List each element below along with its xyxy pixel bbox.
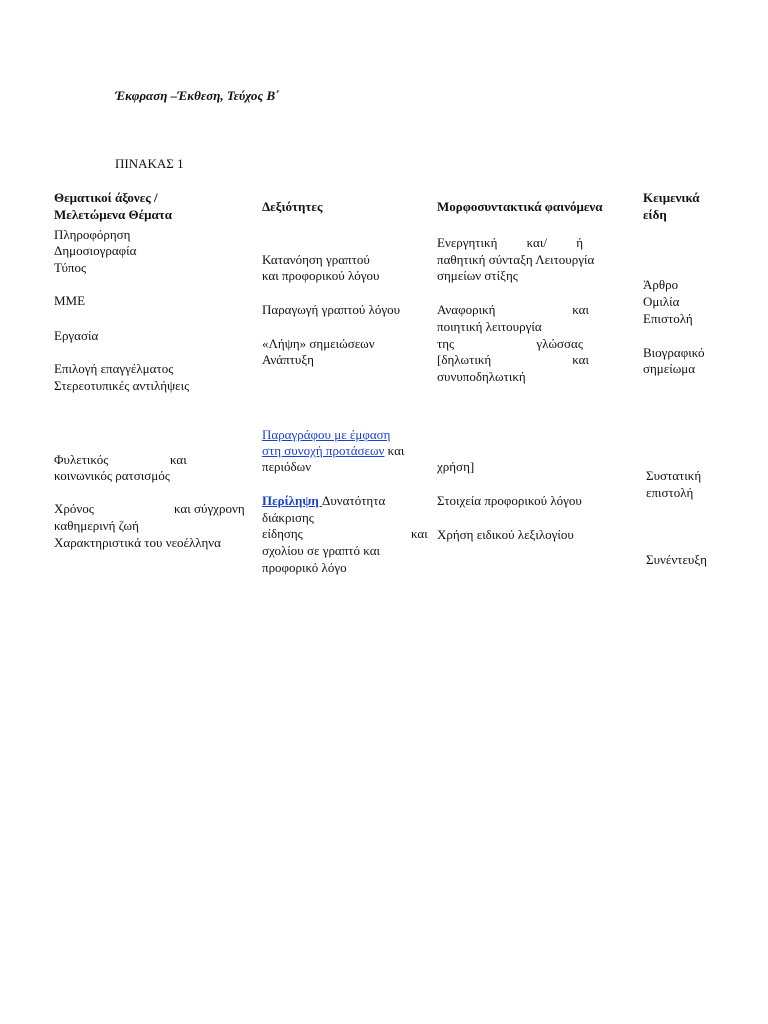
theme-item: καθημερινή ζωή [54, 518, 139, 533]
skill-item: περιόδων [262, 459, 312, 474]
grammar-item: ή [576, 235, 583, 250]
skill-item: Δυνατότητα [322, 493, 386, 508]
grammar-item: Αναφορική [437, 302, 496, 317]
genre-item: Βιογραφικό [643, 345, 705, 360]
grammar-item: και/ [526, 235, 547, 250]
skill-item: και [384, 443, 405, 458]
grammar-item: χρήση] [437, 459, 475, 474]
genre-item: Επιστολή [643, 311, 693, 326]
paragraph-emphasis-link[interactable]: Παραγράφου με έμφαση [262, 427, 391, 442]
grammar-item: της [437, 336, 455, 351]
theme-item: Φυλετικός [54, 452, 109, 467]
genre-item: Συνέντευξη [646, 552, 707, 567]
header-col4-line1: Κειμενικά [643, 190, 700, 205]
genre-item: Συστατική [646, 468, 702, 483]
grammar-item: Ενεργητική [437, 235, 498, 250]
theme-item: Επιλογή επαγγέλματος [54, 361, 174, 376]
theme-item: Χρόνος [54, 501, 94, 516]
grammar-item: Στοιχεία προφορικού λόγου [437, 493, 582, 508]
genre-item: Άρθρο [643, 277, 679, 292]
table-label: ΠΙΝΑΚΑΣ 1 [115, 156, 184, 171]
header-col4-line2: είδη [643, 207, 667, 222]
grammar-item: συνυποδηλωτική [437, 369, 526, 384]
skill-item: σχολίου σε γραπτό και [262, 543, 381, 558]
theme-item: ΜΜΕ [54, 293, 86, 308]
grammar-item: σημείων στίξης [437, 268, 518, 283]
header-col1-line2: Μελετώμενα Θέματα [54, 207, 173, 222]
theme-item: και σύγχρονη [174, 501, 245, 516]
grammar-item: παθητική σύνταξη Λειτουργία [437, 252, 595, 267]
grammar-item: γλώσσας [536, 336, 583, 351]
theme-item: Στερεοτυπικές αντιλήψεις [54, 378, 190, 393]
skill-item: είδησης [262, 526, 303, 541]
genre-item: σημείωμα [643, 361, 696, 376]
theme-item: Δημοσιογραφία [54, 243, 137, 258]
skill-item: και [411, 526, 428, 541]
grammar-item: ποιητική λειτουργία [437, 319, 542, 334]
genre-item: Ομιλία [643, 294, 680, 309]
skill-item: Παραγωγή γραπτού λόγου [262, 302, 401, 317]
skill-item: διάκρισης [262, 510, 314, 525]
skill-item: «Λήψη» σημειώσεων [262, 336, 375, 351]
grammar-item: και [572, 352, 589, 367]
skill-item: Ανάπτυξη [262, 352, 314, 367]
document-title: Έκφραση –Έκθεση, Τεύχος Β΄ [115, 88, 280, 103]
theme-item: κοινωνικός ρατσισμός [54, 468, 170, 483]
grammar-item: [δηλωτική [437, 352, 492, 367]
header-col1-line1: Θεματικοί άξονες / [54, 190, 158, 205]
header-col2: Δεξιότητες [262, 199, 323, 214]
skill-item: και προφορικού λόγου [262, 268, 380, 283]
grammar-item: Χρήση ειδικού λεξιλογίου [437, 527, 574, 542]
header-col3: Μορφοσυντακτικά φαινόμενα [437, 199, 603, 214]
grammar-item: και [572, 302, 589, 317]
summary-link[interactable]: Περίληψη [262, 493, 322, 508]
theme-item: Τύπος [54, 260, 87, 275]
genre-item: επιστολή [646, 485, 694, 500]
skill-item: Κατανόηση γραπτού [262, 252, 370, 267]
theme-item: Εργασία [54, 328, 99, 343]
theme-item: και [170, 452, 187, 467]
theme-item: Πληροφόρηση [54, 227, 131, 242]
sentence-cohesion-link[interactable]: στη συνοχή προτάσεων [262, 443, 385, 458]
theme-item: Χαρακτηριστικά του νεοέλληνα [54, 535, 221, 550]
skill-item: προφορικό λόγο [262, 560, 347, 575]
